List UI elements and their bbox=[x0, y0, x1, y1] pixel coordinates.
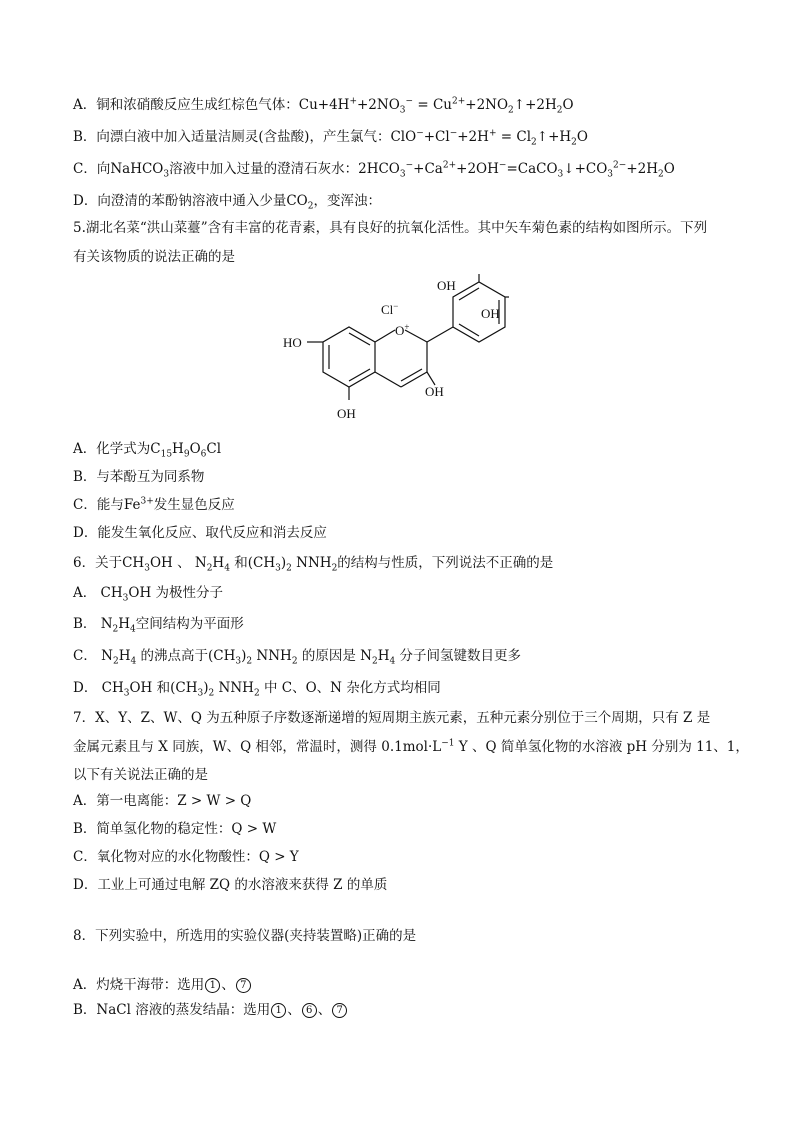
oh-c3-label: OH bbox=[425, 384, 444, 399]
q6-option-b: B． $N_2H_4$空间结构为平面形 bbox=[73, 616, 244, 635]
q8-option-b: B．NaCl 溶液的蒸发结晶：选用 1 、 6 、 7 bbox=[73, 1001, 348, 1019]
q7-option-a: A．第一电离能：Z > W > Q bbox=[73, 793, 252, 809]
q5-option-b: B．与苯酚互为同系物 bbox=[73, 469, 205, 485]
q6-option-a: A． $CH_3OH$ 为极性分子 bbox=[73, 585, 224, 604]
circled-number-7: 7 bbox=[236, 978, 251, 993]
q7-option-c: C．氧化物对应的水化物酸性：Q > Y bbox=[73, 849, 299, 865]
structure-bonds bbox=[307, 274, 509, 400]
q8-option-a: A．灼烧干海带：选用 1 、 7 bbox=[73, 976, 252, 994]
q7-option-b: B．简单氢化物的稳定性：Q > W bbox=[73, 821, 277, 837]
circled-number-7: 7 bbox=[332, 1003, 347, 1018]
q5-stem-line2: 有关该物质的说法正确的是 bbox=[73, 249, 235, 265]
oh-b4-label: OH bbox=[481, 306, 500, 321]
cyanidin-structure-diagram bbox=[285, 272, 515, 432]
q4-option-c-equation: $2HCO_3^-+Ca^{2+}+2OH^-=CaCO_3↓+CO_3^{2-}+2H_2O$ bbox=[358, 160, 675, 180]
q6-stem: 6．关于$CH_3OH$ 、 $N_2H_4$ 和$(CH_3)_2$ $NNH_2$的结构与性质，下列说法不正确的是 bbox=[73, 555, 554, 574]
oh-b3-label: OH bbox=[437, 278, 456, 293]
q5-option-a: A．化学式为$C_{15}H_9O_6Cl$ bbox=[73, 441, 222, 460]
chloride-label: Cl− bbox=[381, 301, 399, 317]
oxonium-label: O+ bbox=[395, 322, 410, 338]
circled-number-1: 1 bbox=[271, 1003, 286, 1018]
oh-bottom-label: OH bbox=[337, 406, 356, 421]
q4-option-d: D．向澄清的苯酚钠溶液中通入少量$CO_2$，变浑浊： bbox=[73, 193, 381, 212]
circled-number-6: 6 bbox=[302, 1003, 317, 1018]
q4-option-b-equation: $ClO^-+Cl^-+2H^+ = Cl_2↑+H_2O$ bbox=[390, 128, 588, 148]
q5-formula: $C_{15}H_9O_6Cl$ bbox=[150, 441, 222, 460]
q5-option-d: D．能发生氧化反应、取代反应和消去反应 bbox=[73, 525, 327, 541]
ho-left-label: HO bbox=[283, 335, 302, 350]
q7-option-d: D．工业上可通过电解 ZQ 的水溶液来获得 Z 的单质 bbox=[73, 877, 388, 893]
q7-stem-line1: 7．X、Y、Z、W、Q 为五种原子序数逐渐递增的短周期主族元素，五种元素分别位于三个周期，只有 Z 是 bbox=[73, 710, 711, 726]
q7-stem-line2: 金属元素且与 X 同族，W、Q 相邻，常温时，测得 $0.1mol\cdot L^{-1}$ Y 、Q 简单氢化物的水溶液 pH 分别为 11、1， bbox=[73, 738, 749, 755]
q4-option-c: C．向NaHCO$_3$溶液中加入过量的澄清石灰水：$2HCO_3^-+Ca^{2+}+2OH^-=CaCO_3↓+CO_3^{2-}+2H_2O$ bbox=[73, 160, 675, 180]
q7-stem-line3: 以下有关说法正确的是 bbox=[73, 767, 208, 783]
q4-option-a: A．铜和浓硝酸反应生成红棕色气体：$Cu+4H^++2NO_3^-$ = $Cu^{2+}+2NO_2↑+2H_2O$ bbox=[73, 96, 574, 116]
q4-option-a-equation: $Cu+4H^++2NO_3^-$ = $Cu^{2+}+2NO_2↑+2H_2O$ bbox=[298, 96, 574, 116]
circled-number-1: 1 bbox=[205, 978, 220, 993]
q5-option-c: C．能与$Fe^{3+}$发生显色反应 bbox=[73, 496, 235, 513]
q4-option-b: B．向漂白液中加入适量洁厕灵(含盐酸)，产生氯气：$ClO^-+Cl^-+2H^+ = Cl_2↑+H_2O$ bbox=[73, 128, 588, 148]
q6-option-d: D． $CH_3OH$ 和$(CH_3)_2$ $NNH_2$ 中 C、O、N 杂化方式均相同 bbox=[73, 680, 441, 699]
q5-stem-line1: 5.湖北名菜“洪山菜薹”含有丰富的花青素，具有良好的抗氧化活性。其中矢车菊色素的结构如图所示。下列 bbox=[73, 220, 708, 236]
q6-option-c: C． $N_2H_4$ 的沸点高于$(CH_3)_2$ $NNH_2$ 的原因是 $N_2H_4$ 分子间氢键数目更多 bbox=[73, 648, 522, 667]
q8-stem: 8．下列实验中，所选用的实验仪器(夹持装置略)正确的是 bbox=[73, 928, 417, 944]
